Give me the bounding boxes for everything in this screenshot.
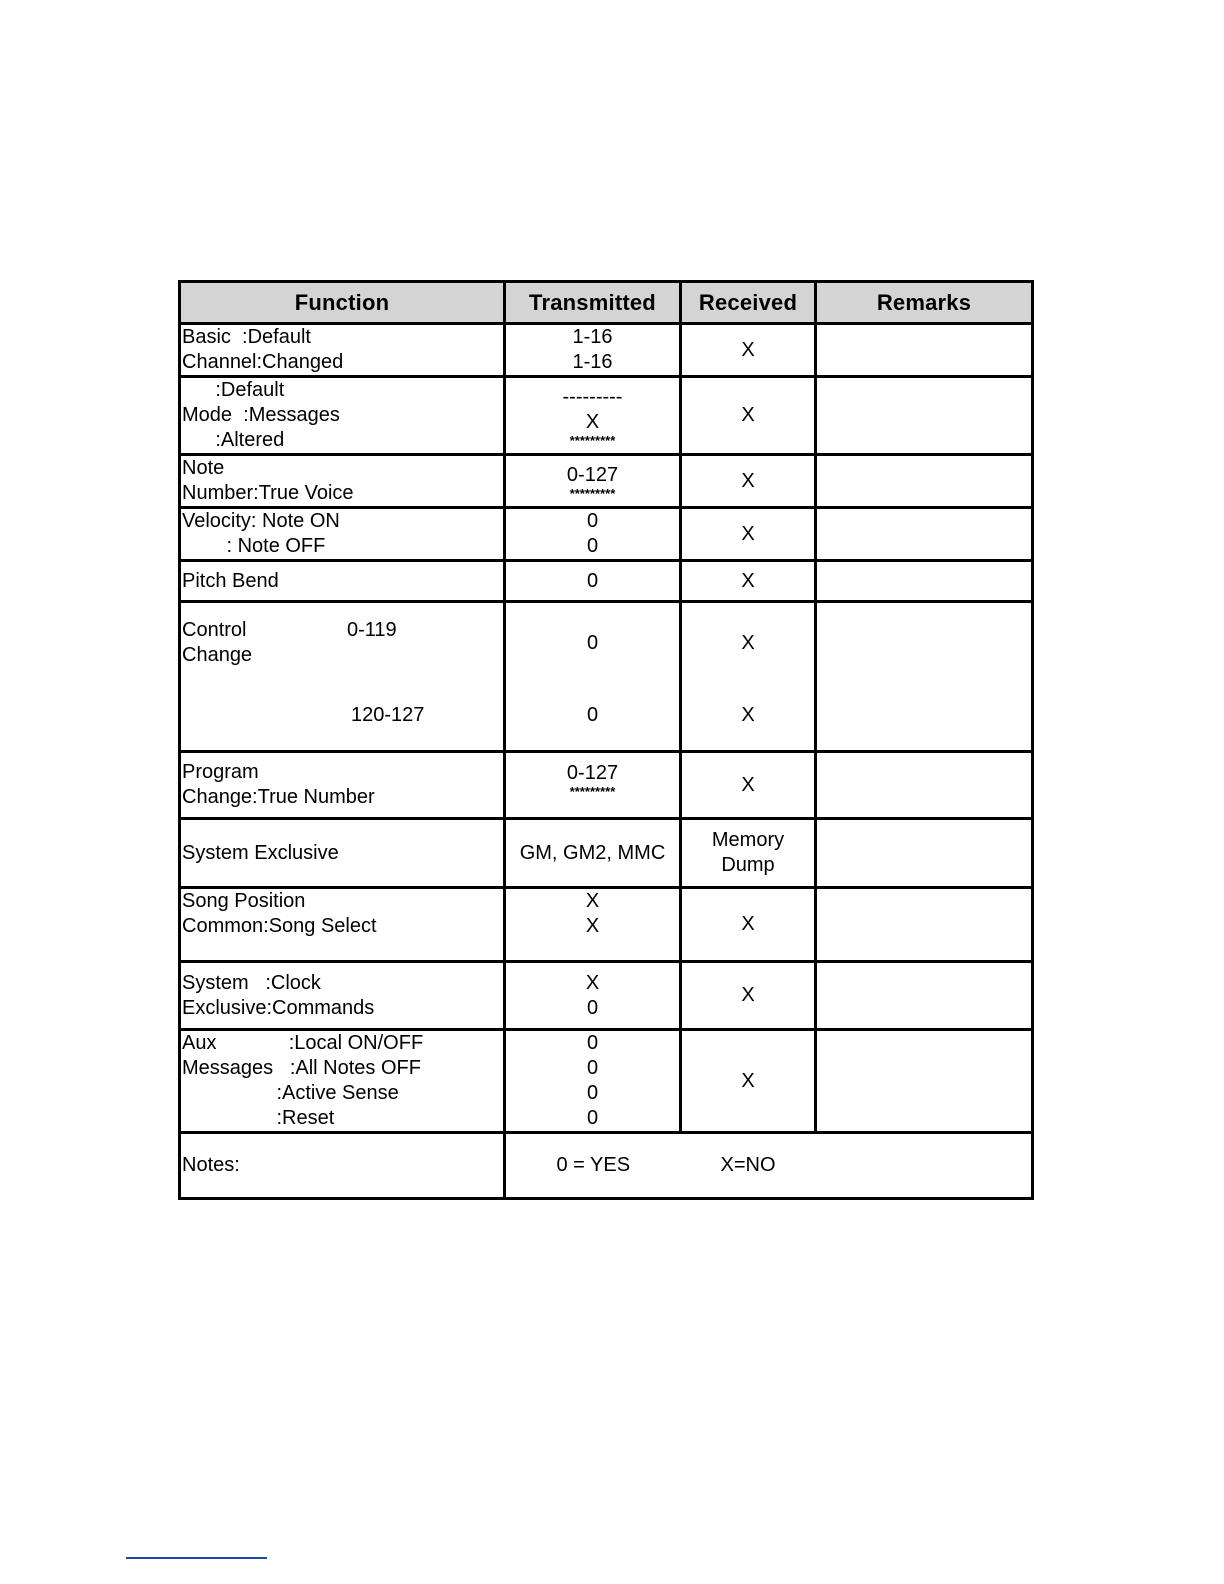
function-cell [180, 324, 505, 377]
transmitted-value: 0 [586, 1082, 599, 1104]
received-line: Dump [721, 854, 775, 876]
remarks-cell [816, 752, 1033, 819]
function-line: System :Clock [182, 971, 321, 994]
row-velocity [180, 508, 1033, 561]
row-aux-messages [180, 1030, 1033, 1133]
transmitted-value: 0 [586, 510, 599, 532]
notes-yes-legend: 0 = YES [505, 1133, 681, 1199]
transmitted-cell [505, 888, 681, 962]
row-control-change [180, 602, 1033, 752]
function-line: Exclusive:Commands [182, 996, 375, 1019]
function-line: Channel:Changed [182, 351, 344, 373]
transmitted-cell [505, 324, 681, 377]
function-line: Messages :All Notes OFF [182, 1057, 421, 1079]
function-cell [180, 508, 505, 561]
transmitted-value: X [585, 410, 600, 433]
transmitted-stars: ********* [569, 784, 616, 799]
row-program-change [180, 752, 1033, 819]
row-basic-channel [180, 324, 1033, 377]
received-cell [681, 602, 816, 752]
transmitted-cell [505, 1030, 681, 1133]
transmitted-value: 1-16 [572, 326, 613, 348]
header-row [180, 282, 1033, 324]
transmitted-value: 0 [586, 1057, 599, 1079]
received-value: X [741, 632, 755, 654]
transmitted-cell [505, 377, 681, 455]
function-cell [180, 962, 505, 1030]
control-change-received [682, 603, 814, 749]
header-function: Function [180, 282, 505, 324]
transmitted-cell [505, 602, 681, 752]
transmitted-cell: 0 [505, 561, 681, 602]
control-change-transmitted [506, 603, 679, 749]
header-remarks: Remarks [816, 282, 1033, 324]
row-notes [180, 1133, 1033, 1199]
function-cell [180, 888, 505, 962]
function-line: Aux :Local ON/OFF [182, 1032, 424, 1054]
transmitted-value: 0-127 [566, 762, 619, 784]
row-mode [180, 377, 1033, 455]
remarks-cell [816, 324, 1033, 377]
transmitted-stars: ********* [569, 432, 616, 448]
row-system-exclusive [180, 819, 1033, 888]
function-cell [180, 602, 505, 752]
midi-implementation-chart [178, 280, 1034, 1200]
received-cell: X [681, 962, 816, 1030]
transmitted-value: 0-127 [566, 463, 619, 486]
function-cell [180, 377, 505, 455]
function-line: Change:True Number [182, 786, 375, 808]
transmitted-cell [505, 508, 681, 561]
function-line: Song Position [182, 890, 306, 912]
received-cell: X [681, 377, 816, 455]
remarks-cell [816, 455, 1033, 508]
control-range-b: 120-127 [351, 704, 425, 726]
function-line: Velocity: Note ON [182, 510, 340, 532]
function-cell [180, 752, 505, 819]
control-change-layout [182, 603, 503, 749]
row-note-number [180, 455, 1033, 508]
transmitted-value: 0 [586, 632, 599, 654]
transmitted-value: X [585, 890, 600, 912]
received-cell: X [681, 561, 816, 602]
function-cell [180, 455, 505, 508]
transmitted-value: 0 [586, 1107, 599, 1129]
transmitted-cell [505, 455, 681, 508]
remarks-cell [816, 962, 1033, 1030]
function-line: Number:True Voice [182, 482, 354, 504]
notes-empty-cell [816, 1133, 1033, 1199]
function-line: Note [182, 457, 225, 479]
transmitted-value: 1-16 [572, 351, 613, 373]
function-line: :Reset [182, 1107, 335, 1129]
remarks-cell [816, 888, 1033, 962]
notes-label: Notes: [180, 1133, 505, 1199]
received-cell: X [681, 1030, 816, 1133]
remarks-cell [816, 1030, 1033, 1133]
received-cell: X [681, 752, 816, 819]
transmitted-cell: GM, GM2, MMC [505, 819, 681, 888]
remarks-cell [816, 377, 1033, 455]
transmitted-value: 0 [586, 535, 599, 557]
transmitted-value: X [585, 915, 600, 937]
function-line: Change [182, 644, 253, 666]
notes-no-legend: X=NO [681, 1133, 816, 1199]
transmitted-value: 0 [586, 704, 599, 726]
function-line: Mode :Messages [182, 404, 340, 426]
row-pitch-bend [180, 561, 1033, 602]
header-transmitted: Transmitted [505, 282, 681, 324]
function-line: :Altered [182, 429, 285, 451]
function-cell: Pitch Bend [180, 561, 505, 602]
received-cell: X [681, 508, 816, 561]
received-line: Memory [711, 829, 785, 851]
received-cell: X [681, 455, 816, 508]
remarks-cell [816, 819, 1033, 888]
control-range-a: 0-119 [347, 619, 397, 641]
function-cell [180, 1030, 505, 1133]
transmitted-dashes: --------- [562, 385, 623, 408]
transmitted-cell [505, 962, 681, 1030]
function-line: Common:Song Select [182, 915, 377, 937]
row-common [180, 888, 1033, 962]
function-line: Basic :Default [182, 326, 311, 348]
function-line: Control [182, 619, 247, 641]
received-cell: X [681, 888, 816, 962]
received-value: X [741, 704, 755, 726]
function-cell: System Exclusive [180, 819, 505, 888]
received-cell: X [681, 324, 816, 377]
function-line: Program [182, 761, 259, 783]
function-line: : Note OFF [182, 535, 326, 557]
row-system-realtime [180, 962, 1033, 1030]
footnote-rule [126, 1557, 267, 1559]
remarks-cell [816, 602, 1033, 752]
transmitted-stars: ********* [569, 485, 616, 501]
function-line: :Default [182, 379, 285, 401]
transmitted-value: 0 [586, 996, 599, 1019]
received-cell [681, 819, 816, 888]
transmitted-cell [505, 752, 681, 819]
transmitted-value: 0 [586, 1032, 599, 1054]
remarks-cell [816, 508, 1033, 561]
transmitted-value: X [585, 971, 600, 994]
header-received: Received [681, 282, 816, 324]
remarks-cell [816, 561, 1033, 602]
function-line: :Active Sense [182, 1082, 399, 1104]
